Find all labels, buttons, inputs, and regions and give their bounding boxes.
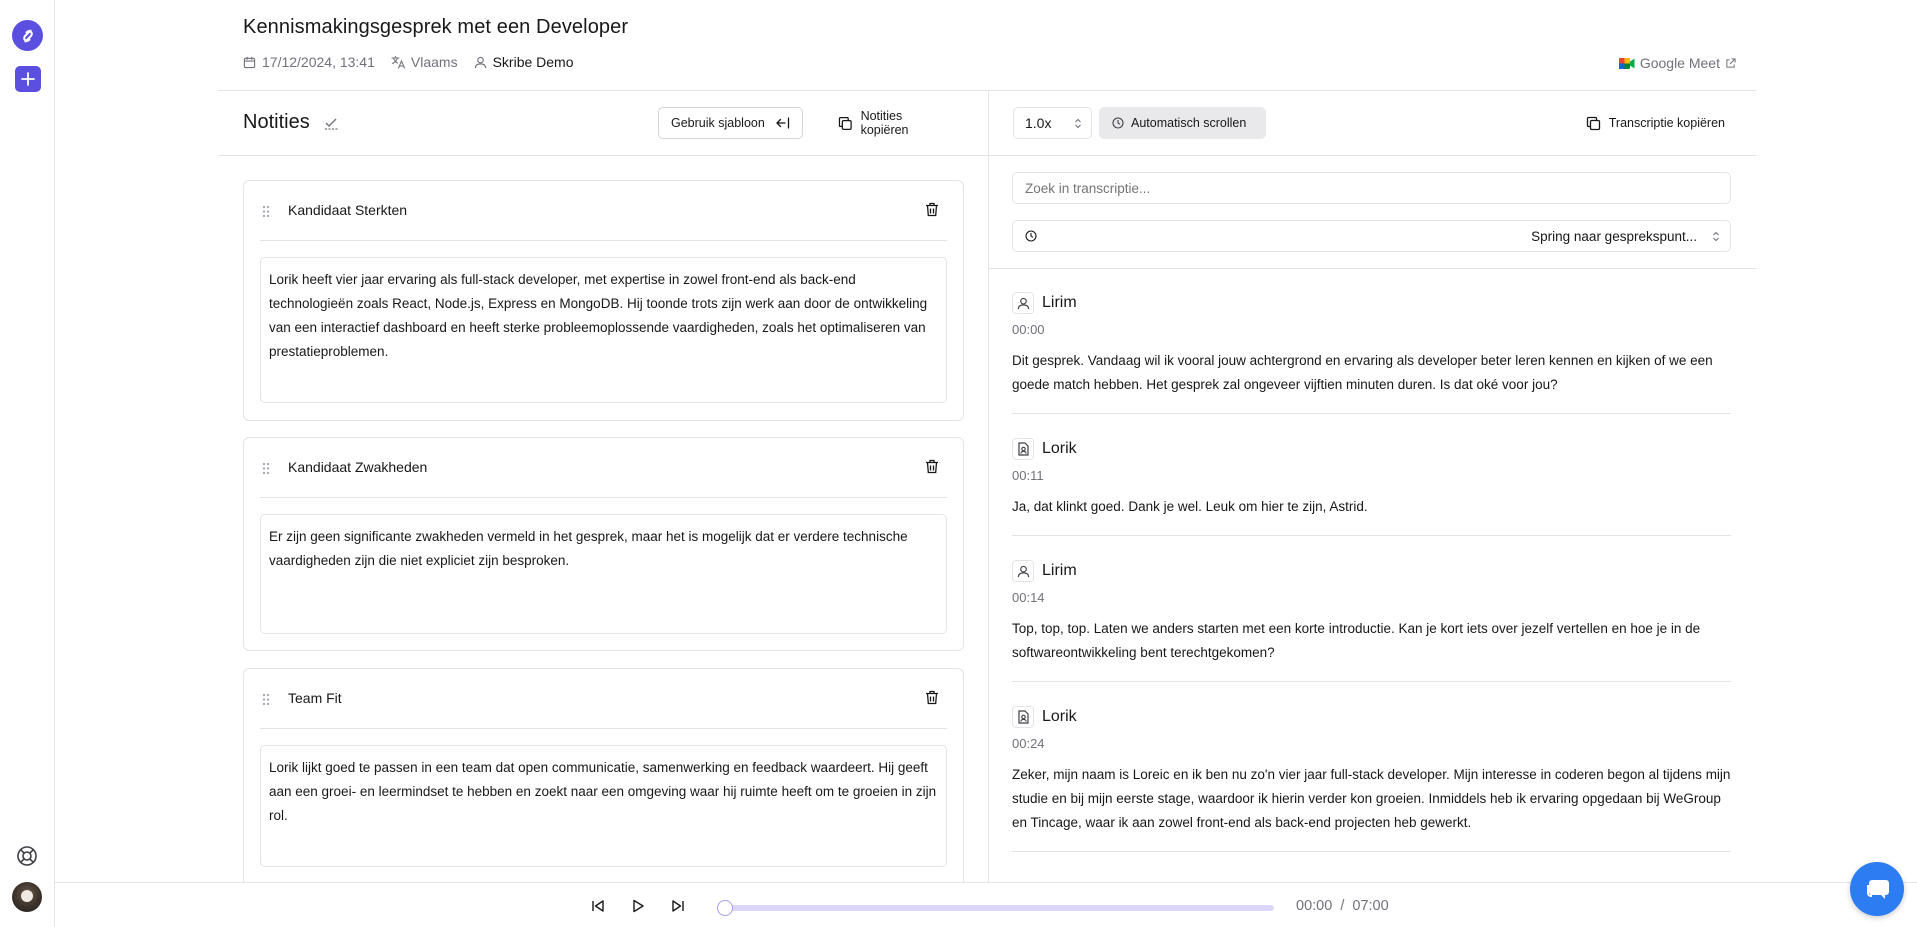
external-link-icon <box>1725 58 1736 69</box>
note-section-header <box>260 181 947 241</box>
use-template-label: Gebruik sjabloon <box>671 116 765 130</box>
contact-card-icon <box>1012 438 1034 460</box>
notes-heading <box>243 111 340 134</box>
note-section-card <box>243 180 964 421</box>
chat-support-button[interactable] <box>1850 862 1904 916</box>
note-section-card <box>243 668 964 882</box>
note-section-body[interactable]: Er zijn geen significante zwakheden vermeld in het gesprek, maar het is mogelijk dat er verdere technische vaardigheden zijn die niet expliciet zijn besproken. <box>260 514 947 634</box>
trash-icon[interactable] <box>925 690 939 705</box>
new-meeting-button[interactable] <box>15 66 41 92</box>
timestamp-link[interactable]: 00:11 <box>1012 468 1044 483</box>
transcript-list <box>1012 290 1731 882</box>
user-avatar[interactable] <box>12 882 42 912</box>
meeting-user <box>474 54 574 70</box>
transcript-text: Dit gesprek. Vandaag wil ik vooral jouw achtergrond en ervaring als developer beter leren kennen en kijken of we een goede match hebben. Het gesprek zal ongeveer vijftien minuten duren. Is dat oké voor jou? <box>1012 353 1713 392</box>
left-rail <box>0 0 55 927</box>
page-header <box>243 16 1756 71</box>
playback-speed-select[interactable] <box>1013 107 1092 139</box>
google-meet-link[interactable] <box>1619 55 1736 71</box>
arrow-left-to-line-icon <box>775 117 790 129</box>
chat-bubble-icon <box>1863 876 1891 902</box>
meeting-user-text: Skribe Demo <box>492 54 574 70</box>
notes-toolbar-divider <box>218 155 988 156</box>
timestamp-link[interactable]: 00:00 <box>1012 322 1045 337</box>
google-meet-icon <box>1619 57 1635 70</box>
transcript-text: Zeker, mijn naam is Loreic en ik ben nu zo'n vier jaar full-stack developer. Mijn interesse in coderen begon al tijdens mijn studie en bij mijn eerste stage, waardoor ik hierin verder kon groeien. Inmiddels heb ik ervaring opgedaan bij WeGroup en Tincage, waar ik aan zowel front-end als back-end projecten heb gewerkt. <box>1012 767 1731 830</box>
timestamp-link[interactable]: 00:24 <box>1012 736 1045 751</box>
meeting-language[interactable] <box>391 54 458 70</box>
use-template-button[interactable] <box>658 107 803 139</box>
note-section-header <box>260 438 947 498</box>
transcript-toolbar <box>1013 107 1733 139</box>
skip-forward-button[interactable] <box>669 897 687 915</box>
chevron-up-down-icon <box>1712 230 1720 243</box>
progress-thumb[interactable] <box>717 900 733 916</box>
user-icon <box>1012 560 1034 582</box>
transcript-text: Top, top, top. Laten we anders starten met een korte introductie. Kan je kort iets over jezelf vertellen en hoe je in de softwareontwikkeling bent terechtgekomen? <box>1012 621 1701 660</box>
total-duration: 07:00 <box>1352 898 1389 914</box>
note-section-body[interactable]: Lorik lijkt goed te passen in een team dat open communicatie, samenwerking en feedback waardeert. Hij geeft aan een groei- en leermindset te hebben en zoekt naar een omgeving waar hij ruimte heeft om te groeien in zijn rol. <box>260 745 947 867</box>
progress-track[interactable] <box>717 905 1274 911</box>
note-section-title: Kandidaat Zwakheden <box>288 459 428 475</box>
clock-icon <box>1025 230 1037 242</box>
note-section-body[interactable]: Lorik heeft vier jaar ervaring als full-stack developer, met expertise in zowel front-end als back-end technologieën zoals React, Node.js, Express en MongoDB. Hij toonde trots zijn werk aan door de ontwikkeling van een interactief dashboard en heeft sterke probleemoplossende vaardigheden, zoals het optimaliseren van prestatieproblemen. <box>260 257 947 403</box>
note-section-header <box>260 669 947 729</box>
transcript-entry <box>1012 290 1731 414</box>
contact-card-icon <box>1012 706 1034 728</box>
speaker-name: Lirim <box>1042 294 1077 311</box>
play-button[interactable] <box>629 897 647 915</box>
transcript-entry <box>1012 436 1731 536</box>
user-icon <box>1012 292 1034 314</box>
meeting-date <box>243 54 375 70</box>
time-separator: / <box>1340 898 1345 914</box>
speaker-name: Lorik <box>1042 708 1077 725</box>
translate-icon <box>391 55 405 69</box>
meeting-meta <box>243 54 574 70</box>
speaker-row <box>1012 436 1731 462</box>
note-section-title: Team Fit <box>288 690 342 706</box>
chevron-up-down-icon <box>1074 117 1082 130</box>
transcript-search-divider <box>989 268 1756 269</box>
page-title: Kennismakingsgesprek met een Developer <box>243 16 629 38</box>
copy-transcript-label: Transcriptie kopiëren <box>1608 116 1725 130</box>
app-logo-icon[interactable] <box>12 20 43 51</box>
help-lifebuoy-icon[interactable] <box>15 844 39 868</box>
speaker-row <box>1012 558 1731 584</box>
copy-icon <box>1586 116 1601 131</box>
note-section-card <box>243 437 964 651</box>
note-section-title: Kandidaat Sterkten <box>288 202 408 218</box>
transcript-text: Ja, dat klinkt goed. Dank je wel. Leuk om hier te zijn, Astrid. <box>1012 499 1368 514</box>
speaker-name: Lirim <box>1042 562 1077 579</box>
audio-player <box>55 882 1917 927</box>
copy-notes-label: Notities kopiëren <box>860 109 909 137</box>
transcript-search-input[interactable] <box>1012 172 1731 204</box>
notes-title: Notities <box>243 111 310 133</box>
header-divider <box>218 90 1756 91</box>
skip-back-icon <box>591 899 605 913</box>
google-meet-label: Google Meet <box>1639 55 1720 71</box>
playback-speed-value: 1.0x <box>1025 115 1052 131</box>
current-time: 00:00 <box>1296 898 1333 914</box>
time-readout <box>1296 898 1389 914</box>
jump-to-point-label: Spring naar gesprekspunt... <box>1531 229 1697 244</box>
transcript-entry <box>1012 558 1731 682</box>
clock-icon <box>1112 117 1124 129</box>
drag-handle-icon[interactable] <box>262 205 270 218</box>
copy-transcript-button[interactable] <box>1586 107 1725 139</box>
transcript-toolbar-divider <box>989 155 1756 156</box>
meeting-language-text: Vlaams <box>410 54 458 70</box>
speaker-name: Lorik <box>1042 440 1077 457</box>
speaker-row <box>1012 704 1731 730</box>
copy-notes-button[interactable] <box>826 107 963 139</box>
user-icon <box>474 56 487 69</box>
check-underline-icon[interactable] <box>324 116 340 130</box>
panel-divider <box>988 90 989 882</box>
transcript-entry <box>1012 704 1731 852</box>
trash-icon[interactable] <box>925 202 939 217</box>
autoscroll-toggle[interactable] <box>1099 107 1266 139</box>
meeting-date-text: 17/12/2024, 13:41 <box>262 54 375 70</box>
notes-toolbar <box>243 107 963 139</box>
jump-to-point-select[interactable] <box>1012 220 1731 252</box>
skip-forward-icon <box>671 899 685 913</box>
drag-handle-icon[interactable] <box>262 462 270 475</box>
skip-back-button[interactable] <box>589 897 607 915</box>
speaker-row <box>1012 290 1731 316</box>
calendar-icon <box>243 56 256 69</box>
timestamp-link[interactable]: 00:14 <box>1012 590 1045 605</box>
play-icon <box>631 899 645 913</box>
autoscroll-label: Automatisch scrollen <box>1131 116 1247 130</box>
copy-icon <box>838 116 853 131</box>
trash-icon[interactable] <box>925 459 939 474</box>
drag-handle-icon[interactable] <box>262 693 270 706</box>
